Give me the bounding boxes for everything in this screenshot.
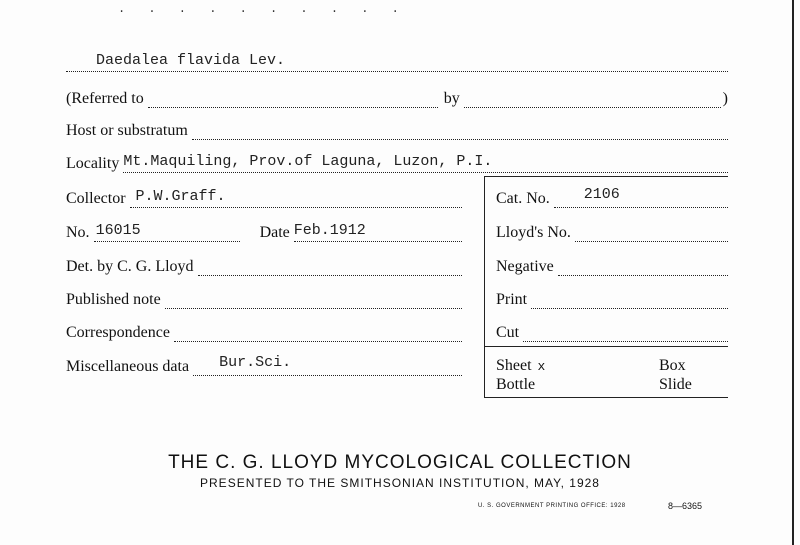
collector-field [130, 189, 462, 208]
top-marks: . . . . . . . . . . [118, 2, 407, 16]
print-label: Print [496, 291, 528, 308]
sheet-label: Sheet [496, 357, 532, 374]
cut-label: Cut [496, 324, 520, 341]
misc-field [193, 354, 462, 376]
cat-value: 2106 [583, 186, 620, 203]
locality-field [123, 154, 728, 173]
collector-label: Collector [66, 190, 126, 207]
box-top-border [484, 176, 728, 177]
cut-row [496, 318, 728, 342]
slide-label: Slide [659, 376, 692, 393]
locality-row [66, 149, 728, 173]
published-row [66, 285, 462, 309]
species-name-line [66, 53, 728, 72]
lloyds-field [575, 223, 728, 242]
correspondence-label: Correspondence [66, 324, 170, 341]
species-name: Daedalea flavida Lev. [96, 52, 286, 69]
det-label: Det. by C. G. Lloyd [66, 258, 194, 275]
negative-field [558, 257, 728, 276]
date-value: Feb.1912 [293, 222, 366, 239]
collection-title: THE C. G. LLOYD MYCOLOGICAL COLLECTION [168, 452, 632, 473]
correspondence-field [174, 323, 462, 342]
cat-label: Cat. No. [496, 190, 550, 207]
referred-field [148, 89, 438, 108]
by-field [464, 89, 721, 108]
cat-field [554, 186, 728, 208]
by-label: by [443, 90, 460, 107]
number-date-row [66, 218, 462, 242]
box-divider [484, 346, 728, 347]
print-row [496, 285, 728, 309]
box-left-border [484, 176, 485, 397]
negative-label: Negative [496, 258, 554, 275]
lloyds-row [496, 218, 728, 242]
sheet-item [496, 357, 545, 376]
print-field [531, 290, 728, 309]
negative-row [496, 252, 728, 276]
cut-field [523, 323, 728, 342]
cat-row [496, 184, 728, 208]
published-label: Published note [66, 291, 161, 308]
det-row [66, 252, 462, 276]
host-row [66, 116, 728, 140]
collection-subtitle: PRESENTED TO THE SMITHSONIAN INSTITUTION, MAY, 1928 [200, 476, 600, 490]
species-name-row [66, 48, 728, 72]
correspondence-row [66, 318, 462, 342]
no-value: 16015 [95, 222, 141, 239]
misc-value: Bur.Sci. [219, 354, 292, 371]
no-field [94, 223, 240, 242]
collector-row [66, 184, 462, 208]
printing-office-imprint: U. S. GOVERNMENT PRINTING OFFICE: 1928 [478, 503, 626, 509]
collector-value: P.W.Graff. [135, 188, 226, 205]
sheet-mark: x [537, 359, 546, 374]
no-label: No. [66, 224, 90, 241]
referred-label: (Referred to [66, 90, 144, 107]
box-bottom-border [484, 397, 728, 398]
bottle-label: Bottle [496, 376, 536, 393]
published-field [165, 290, 462, 309]
box-label: Box [659, 357, 686, 374]
locality-label: Locality [66, 155, 120, 172]
host-field [192, 121, 728, 140]
misc-label: Miscellaneous data [66, 358, 190, 375]
lloyds-label: Lloyd's No. [496, 224, 571, 241]
form-number: 8—6365 [668, 501, 703, 511]
det-field [198, 257, 462, 276]
by-close: ) [722, 90, 728, 107]
date-field [294, 223, 462, 242]
locality-value: Mt.Maquiling, Prov.of Laguna, Luzon, P.I. [123, 153, 493, 170]
date-label: Date [259, 224, 290, 241]
referred-row [66, 84, 728, 108]
host-label: Host or substratum [66, 122, 188, 139]
misc-row [66, 352, 462, 376]
